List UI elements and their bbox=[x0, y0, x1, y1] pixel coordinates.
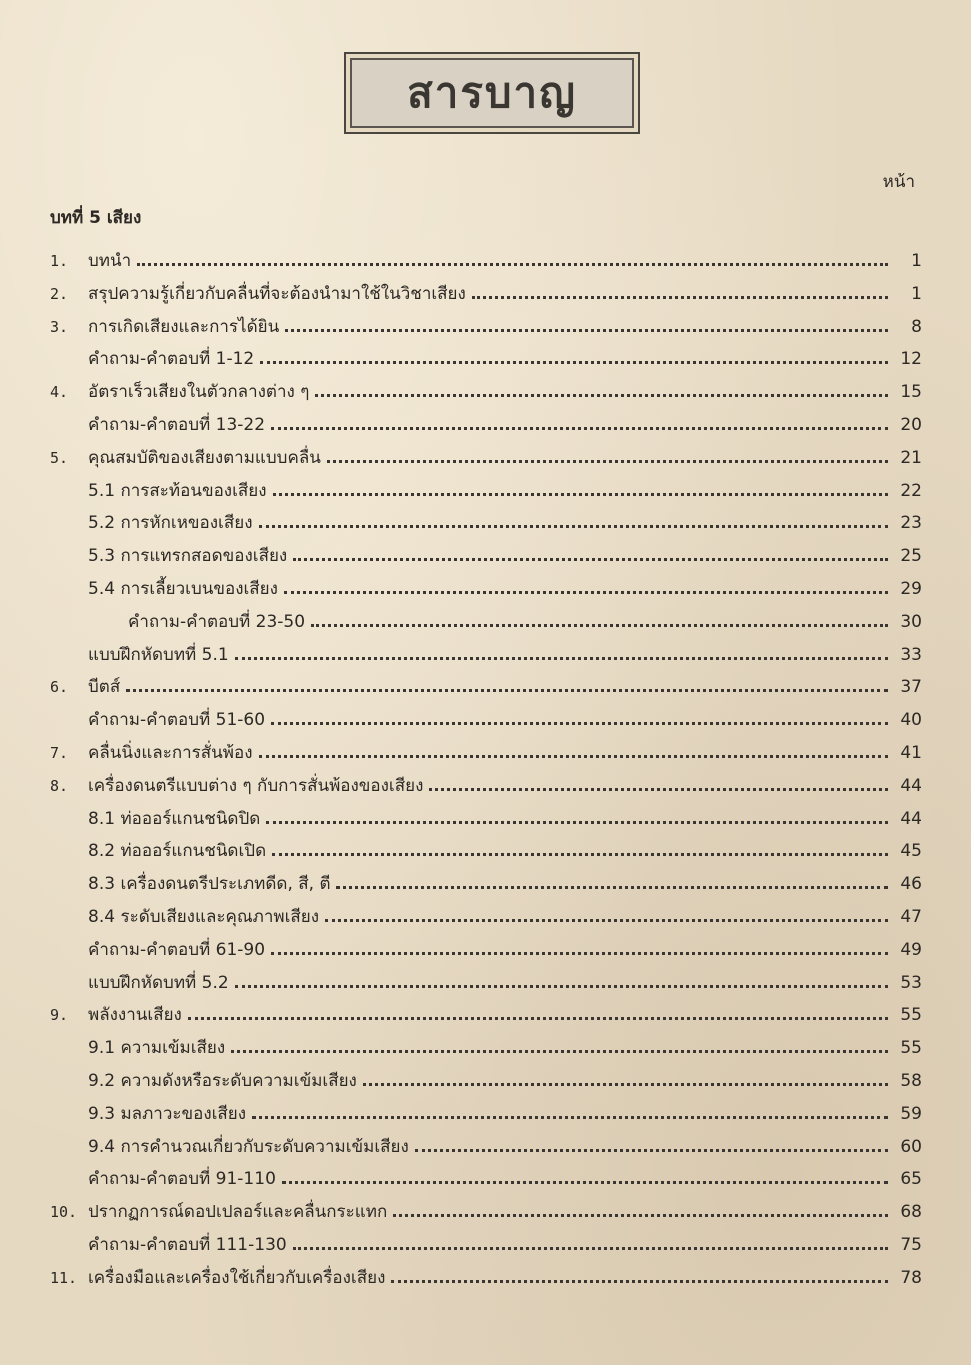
toc-leader-dots bbox=[260, 344, 888, 364]
toc-entry bbox=[50, 968, 922, 1001]
toc-entry-page: 33 bbox=[900, 644, 922, 665]
toc-entry-label: คุณสมบัติของเสียงตามแบบคลื่น bbox=[88, 447, 321, 468]
toc-entry-label: 9.3 มลภาวะของเสียง bbox=[88, 1103, 247, 1124]
toc-entry bbox=[50, 640, 922, 673]
toc-entry-page: 58 bbox=[900, 1070, 922, 1091]
toc-entry-page: 37 bbox=[900, 677, 922, 698]
toc-entry bbox=[50, 705, 922, 738]
toc-entry bbox=[50, 738, 922, 771]
toc-entry bbox=[50, 672, 922, 705]
toc-leader-dots bbox=[391, 1263, 888, 1283]
toc-entry bbox=[50, 279, 922, 312]
toc-entry bbox=[50, 902, 922, 935]
toc-entry-label: 5.4 การเลี้ยวเบนของเสียง bbox=[88, 578, 278, 599]
toc-entry-label: สรุปความรู้เกี่ยวกับคลื่นที่จะต้องนำมาใช้ในวิชาเสียง bbox=[88, 283, 466, 304]
toc-entry-number: 3. bbox=[50, 317, 69, 336]
toc-entry-page: 15 bbox=[900, 382, 922, 403]
toc-entry bbox=[50, 1230, 922, 1263]
toc-leader-dots bbox=[271, 410, 888, 430]
toc-entry-page: 1 bbox=[911, 283, 922, 304]
toc-entry-number: 7. bbox=[50, 743, 69, 762]
page-title: สารบาญ bbox=[407, 68, 577, 117]
toc-entry-page: 65 bbox=[900, 1169, 922, 1190]
toc-entry-page: 78 bbox=[900, 1267, 922, 1288]
toc-leader-dots bbox=[252, 1099, 888, 1119]
toc-entry bbox=[50, 377, 922, 410]
table-of-contents bbox=[50, 246, 922, 1296]
toc-leader-dots bbox=[126, 672, 888, 692]
toc-leader-dots bbox=[393, 1197, 888, 1217]
toc-entry-label: เครื่องมือและเครื่องใช้เกี่ยวกับเครื่องเสียง bbox=[88, 1267, 386, 1288]
toc-entry-label: บีตส์ bbox=[88, 677, 121, 698]
toc-entry bbox=[50, 804, 922, 837]
toc-entry-page: 59 bbox=[900, 1103, 922, 1124]
toc-entry-page: 44 bbox=[900, 775, 922, 796]
toc-entry bbox=[50, 312, 922, 345]
toc-entry-number: 5. bbox=[50, 448, 69, 467]
toc-entry bbox=[50, 836, 922, 869]
toc-entry-label: 9.1 ความเข้มเสียง bbox=[88, 1038, 226, 1059]
toc-leader-dots bbox=[336, 869, 888, 889]
toc-entry-number: 9. bbox=[50, 1006, 69, 1025]
toc-entry-number: 1. bbox=[50, 252, 69, 270]
toc-entry-label: การเกิดเสียงและการได้ยิน bbox=[88, 316, 280, 337]
page-column-header: หน้า bbox=[882, 172, 915, 192]
toc-entry bbox=[50, 1132, 922, 1165]
toc-entry-label: พลังงานเสียง bbox=[88, 1005, 182, 1026]
toc-leader-dots bbox=[235, 640, 888, 660]
toc-entry-number: 6. bbox=[50, 678, 69, 697]
toc-leader-dots bbox=[363, 1066, 888, 1086]
chapter-heading: บทที่ 5 เสียง bbox=[50, 208, 142, 228]
title-box bbox=[344, 52, 640, 134]
toc-entry bbox=[50, 476, 922, 509]
toc-entry bbox=[50, 1263, 922, 1296]
toc-entry bbox=[50, 246, 922, 279]
toc-leader-dots bbox=[272, 836, 888, 856]
toc-entry-page: 8 bbox=[911, 316, 922, 337]
toc-entry bbox=[50, 541, 922, 574]
toc-leader-dots bbox=[325, 902, 888, 922]
toc-entry-page: 21 bbox=[900, 447, 922, 468]
toc-entry-page: 41 bbox=[900, 742, 922, 763]
toc-entry-label: คำถาม-คำตอบที่ 13-22 bbox=[88, 414, 266, 435]
toc-entry-label: 8.2 ท่อออร์แกนชนิดเปิด bbox=[88, 841, 267, 862]
toc-leader-dots bbox=[235, 968, 888, 988]
toc-entry-label: คำถาม-คำตอบที่ 1-12 bbox=[88, 349, 255, 370]
toc-entry-label: บทนำ bbox=[88, 251, 132, 271]
toc-entry-label: 9.4 การคำนวณเกี่ยวกับระดับความเข้มเสียง bbox=[88, 1136, 409, 1157]
toc-entry bbox=[50, 1000, 922, 1033]
toc-entry bbox=[50, 410, 922, 443]
toc-entry-page: 53 bbox=[900, 972, 922, 993]
toc-leader-dots bbox=[273, 476, 888, 496]
toc-leader-dots bbox=[266, 804, 888, 824]
toc-entry-page: 60 bbox=[900, 1136, 922, 1157]
toc-entry-page: 1 bbox=[911, 251, 922, 271]
toc-entry-label: คำถาม-คำตอบที่ 111-130 bbox=[88, 1234, 287, 1255]
toc-entry bbox=[50, 443, 922, 476]
toc-leader-dots bbox=[259, 738, 888, 758]
toc-leader-dots bbox=[311, 607, 888, 627]
toc-entry bbox=[50, 771, 922, 804]
toc-entry-page: 12 bbox=[900, 349, 922, 370]
toc-leader-dots bbox=[315, 377, 888, 397]
toc-entry bbox=[50, 607, 922, 640]
toc-entry-page: 47 bbox=[900, 906, 922, 927]
toc-entry bbox=[50, 508, 922, 541]
toc-leader-dots bbox=[472, 279, 888, 299]
toc-entry-label: แบบฝึกหัดบทที่ 5.2 bbox=[88, 972, 229, 993]
toc-entry bbox=[50, 1197, 922, 1230]
toc-entry bbox=[50, 1066, 922, 1099]
toc-entry-label: คำถาม-คำตอบที่ 23-50 bbox=[128, 611, 306, 632]
toc-entry-label: 8.4 ระดับเสียงและคุณภาพเสียง bbox=[88, 906, 320, 927]
toc-entry bbox=[50, 574, 922, 607]
toc-leader-dots bbox=[284, 574, 888, 594]
toc-leader-dots bbox=[188, 1000, 888, 1020]
toc-entry-page: 30 bbox=[900, 611, 922, 632]
toc-leader-dots bbox=[293, 541, 888, 561]
toc-entry-page: 23 bbox=[900, 513, 922, 534]
toc-leader-dots bbox=[293, 1230, 888, 1250]
toc-entry-label: คำถาม-คำตอบที่ 51-60 bbox=[88, 710, 266, 731]
toc-leader-dots bbox=[282, 1164, 888, 1184]
toc-leader-dots bbox=[429, 771, 888, 791]
toc-entry-number: 8. bbox=[50, 776, 69, 795]
toc-entry-label: 5.1 การสะท้อนของเสียง bbox=[88, 480, 267, 501]
toc-entry bbox=[50, 344, 922, 377]
toc-entry-label: 5.2 การหักเหของเสียง bbox=[88, 513, 253, 534]
toc-entry bbox=[50, 935, 922, 968]
toc-leader-dots bbox=[285, 312, 888, 332]
toc-entry-page: 46 bbox=[900, 874, 922, 895]
toc-entry-label: 9.2 ความดังหรือระดับความเข้มเสียง bbox=[88, 1070, 357, 1091]
toc-entry-page: 49 bbox=[900, 939, 922, 960]
toc-entry-label: คำถาม-คำตอบที่ 61-90 bbox=[88, 939, 266, 960]
toc-entry-page: 22 bbox=[900, 480, 922, 501]
toc-entry-label: อัตราเร็วเสียงในตัวกลางต่าง ๆ bbox=[88, 382, 310, 403]
toc-entry bbox=[50, 1099, 922, 1132]
toc-entry-number: 10. bbox=[50, 1203, 78, 1222]
toc-leader-dots bbox=[231, 1033, 888, 1053]
toc-entry-page: 29 bbox=[900, 578, 922, 599]
toc-entry-page: 75 bbox=[900, 1234, 922, 1255]
toc-entry-page: 44 bbox=[900, 808, 922, 829]
toc-leader-dots bbox=[415, 1132, 888, 1152]
toc-entry-label: เครื่องดนตรีแบบต่าง ๆ กับการสั่นพ้องของเสียง bbox=[88, 775, 424, 796]
toc-leader-dots bbox=[259, 508, 888, 528]
toc-entry-page: 55 bbox=[900, 1005, 922, 1026]
toc-entry-page: 68 bbox=[900, 1202, 922, 1223]
toc-entry-number: 11. bbox=[50, 1268, 78, 1287]
toc-entry-label: ปรากฏการณ์ดอปเปลอร์และคลื่นกระแทก bbox=[88, 1202, 388, 1223]
toc-entry-number: 4. bbox=[50, 383, 69, 402]
toc-entry bbox=[50, 869, 922, 902]
toc-entry-page: 20 bbox=[900, 414, 922, 435]
toc-entry-label: แบบฝึกหัดบทที่ 5.1 bbox=[88, 644, 229, 665]
toc-leader-dots bbox=[271, 705, 888, 725]
toc-leader-dots bbox=[271, 935, 888, 955]
toc-entry-label: 8.3 เครื่องดนตรีประเภทดีด, สี, ตี bbox=[88, 874, 331, 895]
toc-entry-page: 45 bbox=[900, 841, 922, 862]
toc-entry-number: 2. bbox=[50, 284, 69, 303]
toc-entry bbox=[50, 1164, 922, 1197]
toc-entry-label: 5.3 การแทรกสอดของเสียง bbox=[88, 546, 288, 567]
toc-entry-page: 55 bbox=[900, 1038, 922, 1059]
toc-entry-page: 40 bbox=[900, 710, 922, 731]
toc-leader-dots bbox=[327, 443, 888, 463]
toc-entry-label: 8.1 ท่อออร์แกนชนิดปิด bbox=[88, 808, 261, 829]
toc-entry-label: คำถาม-คำตอบที่ 91-110 bbox=[88, 1169, 276, 1190]
toc-entry bbox=[50, 1033, 922, 1066]
toc-entry-label: คลื่นนิ่งและการสั่นพ้อง bbox=[88, 742, 253, 763]
toc-leader-dots bbox=[137, 246, 888, 266]
toc-entry-page: 25 bbox=[900, 546, 922, 567]
